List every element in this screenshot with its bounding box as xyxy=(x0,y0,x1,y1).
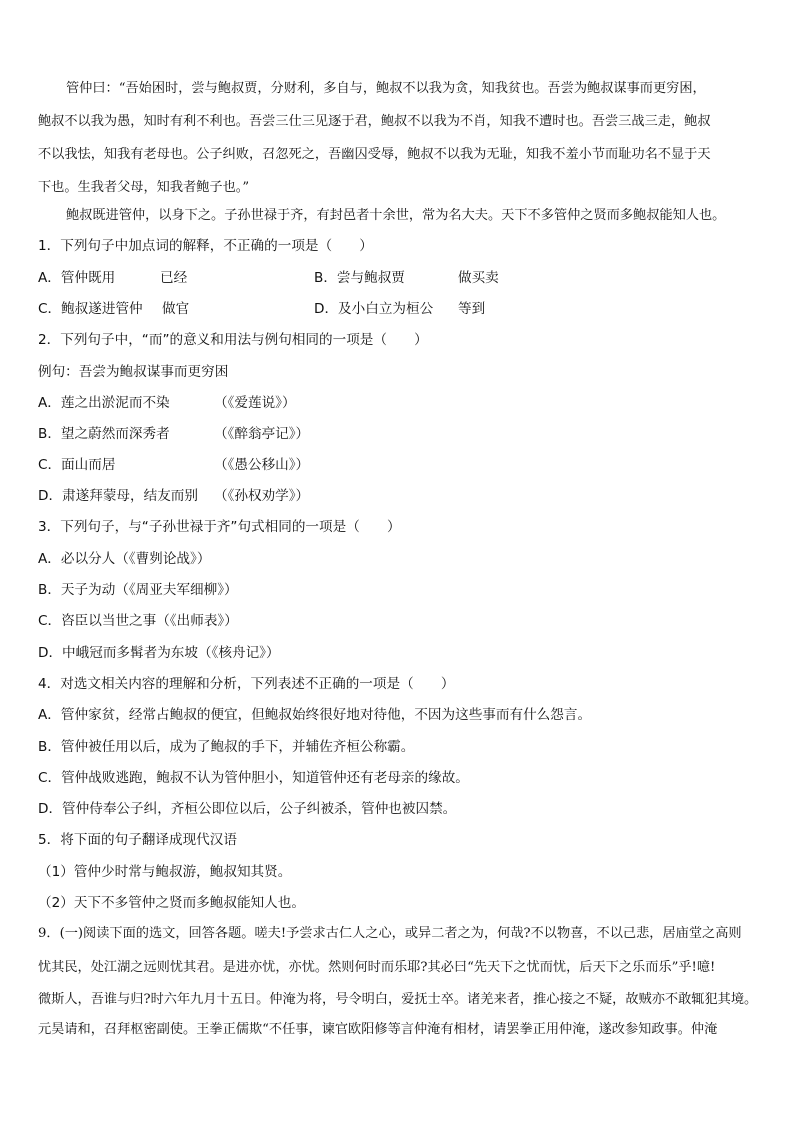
q9-line-3: 微斯人，吾谁与归?时六年九月十五日。仲淹为将，号令明白，爱抚士卒。诸羌来者，推心接之不疑，故贼亦不敢辄犯其境。 xyxy=(38,992,758,1007)
q4-option-a[interactable]: A．管仲家贫，经常占鲍叔的便宜，但鲍叔始终很好地对待他，不因为这些事而有什么怨言。 xyxy=(38,707,592,723)
q2-row-a xyxy=(38,393,758,413)
q2-row-c xyxy=(38,455,758,475)
q2-option-d[interactable]: D．肃遂拜蒙母，结友而别 xyxy=(38,488,198,504)
q3-option-d[interactable]: D．中峨冠而多髯者为东坡（《核舟记》） xyxy=(38,645,280,661)
q2-row-d xyxy=(38,486,758,506)
q3-stem: 3．下列句子，与“子孙世禄于齐”句式相同的一项是（ ） xyxy=(38,519,401,535)
q2-option-b-source: （《醉翁亭记》） xyxy=(214,426,310,442)
q1-option-b-explanation: 做买卖 xyxy=(458,270,499,286)
q1-row-cd xyxy=(38,299,758,319)
q1-option-d-explanation: 等到 xyxy=(458,301,486,317)
q9-line-1: 9．(一)阅读下面的选文，回答各题。嗟夫!予尝求古仁人之心，或异二者之为，何哉?不以物喜，不以己悲，居庙堂之高则 xyxy=(38,926,742,941)
q2-option-b[interactable]: B．望之蔚然而深秀者 xyxy=(38,426,170,442)
q4-stem: 4．对选文相关内容的理解和分析，下列表述不正确的一项是（ ） xyxy=(38,676,455,692)
passage-line-4: 下也。生我者父母，知我者鲍子也。” xyxy=(38,180,250,195)
passage-line-5: 鲍叔既进管仲，以身下之。子孙世禄于齐，有封邑者十余世，常为名大夫。天下不多管仲之贤而多鲍叔能知人也。 xyxy=(66,208,726,223)
q1-option-a-explanation: 已经 xyxy=(160,270,188,286)
q1-option-c[interactable]: C．鲍叔遂进管仲 xyxy=(38,301,143,317)
q1-option-c-explanation: 做官 xyxy=(162,301,190,317)
q4-option-c[interactable]: C．管仲战败逃跑，鲍叔不认为管仲胆小，知道管仲还有老母亲的缘故。 xyxy=(38,770,469,786)
q9-line-4: 元昊请和，召拜枢密副使。王拳正儒欺“不任事，谏官欧阳修等言仲淹有相材，请罢拳正用仲淹，遂改参知政事。仲淹 xyxy=(38,1022,718,1037)
q3-option-b[interactable]: B．天子为动（《周亚夫军细柳》） xyxy=(38,582,238,598)
q1-row-ab xyxy=(38,268,758,288)
q2-option-d-source: （《孙权劝学》） xyxy=(214,488,310,504)
q5-sentence-2: （2）天下不多管仲之贤而多鲍叔能知人也。 xyxy=(38,895,305,911)
q1-option-a[interactable]: A．管仲既用 xyxy=(38,270,116,286)
q1-option-d[interactable]: D．及小白立为桓公 xyxy=(314,301,434,317)
q4-option-b[interactable]: B．管仲被任用以后，成为了鲍叔的手下，并辅佐齐桓公称霸。 xyxy=(38,739,415,755)
q2-option-c[interactable]: C．面山而居 xyxy=(38,457,116,473)
q2-option-a-source: （《爱莲说》） xyxy=(214,395,296,411)
passage-line-2: 鲍叔不以我为愚，知时有利不利也。吾尝三仕三见逐于君，鲍叔不以我为不肖，知我不遭时也。吾尝三战三走，鲍叔 xyxy=(38,114,711,129)
passage-line-3: 不以我怯，知我有老母也。公子纠败，召忽死之，吾幽囚受辱，鲍叔不以我为无耻，知我不羞小节而耻功名不显于天 xyxy=(38,147,711,162)
q2-example: 例句：吾尝为鲍叔谋事而更穷困 xyxy=(38,364,229,380)
q2-option-a[interactable]: A．莲之出淤泥而不染 xyxy=(38,395,170,411)
q3-option-a[interactable]: A．必以分人（《曹刿论战》） xyxy=(38,551,211,567)
q2-row-b xyxy=(38,424,758,444)
q4-option-d[interactable]: D．管仲侍奉公子纠，齐桓公即位以后，公子纠被杀，管仲也被囚禁。 xyxy=(38,801,457,817)
q9-line-2: 忧其民，处江湖之远则忧其君。是进亦忧，亦忧。然则何时而乐耶?其必曰“先天下之忧而忧，后天下之乐而乐”乎!噫! xyxy=(38,960,716,975)
q3-option-c[interactable]: C．咨臣以当世之事（《出师表》） xyxy=(38,613,238,629)
q2-stem: 2．下列句子中，“而”的意义和用法与例句相同的一项是（ ） xyxy=(38,332,428,348)
q5-sentence-1: （1）管仲少时常与鲍叔游，鲍叔知其贤。 xyxy=(38,864,292,880)
q2-option-c-source: （《愚公移山》） xyxy=(214,457,310,473)
q5-stem: 5．将下面的句子翻译成现代汉语 xyxy=(38,832,237,848)
q1-stem: 1．下列句子中加点词的解释，不正确的一项是（ ） xyxy=(38,238,373,254)
q1-option-b[interactable]: B．尝与鲍叔贾 xyxy=(314,270,405,286)
passage-line-1: 管仲曰：“吾始困时，尝与鲍叔贾，分财利，多自与，鲍叔不以我为贪，知我贫也。吾尝为鲍叔谋事而更穷困， xyxy=(66,81,706,96)
